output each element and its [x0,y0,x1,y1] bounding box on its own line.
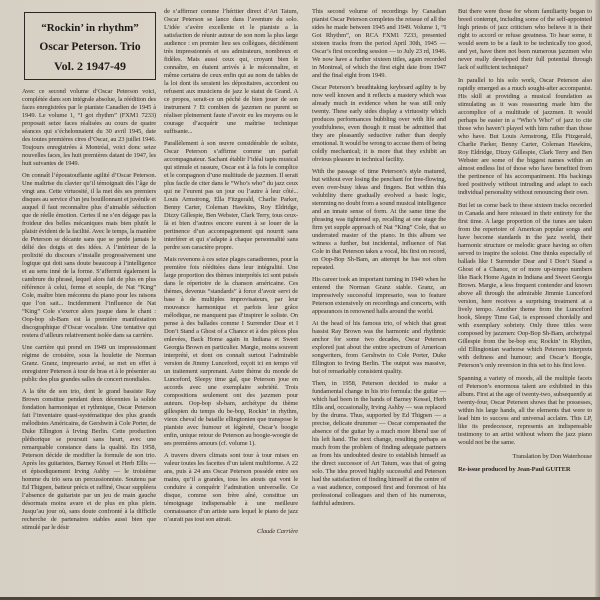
title-box [24,12,156,80]
paragraph: Then, in 1958, Peterson decided to make a fundamental change in his trio formula: the guitar — which had been in the hands of Barney Kessel, Herb Ellis and, occasionally, Irving Ashby — was replaced by the drums. Thus, supported by Ed Thigpen — a precise, delicate drummer — Oscar compensated the absence of the guitar by a much more liberal use of his left hand. The next change, resulting perhaps as much from the problem of finding adequate partners as from his undoubted desire to establish himself as the direct successor of Art Tatum, was that of going solo. The idea proved highly successful and Peterson had the satisfaction of finding himself at the centre of a vast audience, composed first and foremost of his professional colleagues and then of his numerous, faithful admirers. [312,380,446,507]
cover-edge-shadow [595,0,600,600]
artist-name: Oscar Peterson. Trio [39,41,141,53]
paragraph: Avec ce second volume d’Oscar Peterson voici, complétée dans son intégrale absolue, la réédition des faces enregistrées par le pianiste Canadien de 1945 à 1949. Le volume 1, “I got rhythm” (FXM1 7233) proposait seize faces réalisées au cours de quatre séances qui s’échelonnaient du 30 avril 1945, date des toutes premières cires d’Oscar, au 23 juillet 1946. Toujours enregistrées à Montréal, voici donc seize nouvelles faces, les huit premières datant de 1947, les huit suivantes de 1949. [22,88,156,167]
paragraph: Une carrière qui prend en 1949 un impressionnant régime de croisière, sous la houlette de Norman Granz. Granz, impresario avisé, se met en effet à enregistrer Peterson à tour de bras et à le présenter au public des plus grandes salles de concert mondiales. [22,344,156,383]
paragraph: Parallèlement à son œuvre considérable de soliste, Oscar Peterson s’affirme comme un parfait accompagnateur. Sachant établir l’idéal tapis musical qui stimule et rassure, Oscar est à la fois le complice et le compagnon d’une multitude de jazzmen. Il serait plus facile de citer dans le “Who’s who” du jazz ceux qui ne l’eurent pas un jour ou l’autre à leur côté... Louis Armstrong, Ella Fitzgerald, Charlie Parker, Benny Carter, Coleman Hawkins, Roy Eldridge, Dizzy Gillespie, Ben Webster, Clark Terry, tous ceux-là et bien d’autres encore eurent à se louer de la pertinence d’un accompagnement qui nourrit sans interférer et qui s’adapte à chaque personnalité sans perdre son caractère propre. [164,140,298,251]
paragraph: Spanning a variety of moods, all the multiple facets of Peterson’s enormous talent are exhibited in this album. First at the age of twenty-two, subsequently at twenty-four, Oscar Peterson shows that he possesses, within his large hands, all the elements that were to lead him to success and universal acclaim. This LP, like its predecessor, represents an indispensable testimony to an artist without whom the jazz piano would not be the same. [458,375,592,446]
paragraph: Oscar Peterson’s breathtaking keyboard agility is by now well known and it reflects a mastery which was already much in evidence when he was still only twenty. These early sides display a virtuosity which produces performances bubbling over with life and youthfulness, even though it must be admitted that they are pleasantly seductive rather than deeply emotional. It would be wrong to accuse them of being coldly mechanical; it is more that they exhibit an obvious pleasure in technical facility. [312,84,446,163]
paragraph: A la tête de son trio, dont le grand bassiste Ray Brown constitue pendant deux décennies la solide fondation harmonique et rythmique, Oscar Peterson fait l’inventaire quasi-systématique des plus grands mélodistes Américains, de Gershwin à Cole Porter, de Duke Ellington à Irving Berlin. Cette production pléthorique se poursuit sans heurt, avec une remarquable constance dans la qualité. En 1958, Peterson décide de modifier la formule de son trio. Après les guitaristes, Barney Kessel et Herb Ellis — et épisodiquement Irving Ashby — le troisième homme du trio sera un percussionniste. Soutenu par Ed Thigpen, batteur précis et raffiné, Oscar suppléera l’absence de guitariste par un jeu de main gauche désormais moins avare et de plus en plus plein. Jusqu’au jour où, sans doute confronté à la difficile recherche de partenaires stables aussi bien que stimulé par le désir [22,388,156,531]
paragraph: With the passage of time Peterson’s style matured, but without ever losing the penchant for free-flowing, even over-busy ideas and fingers. But within this volubility there gradually evolved a basic logic, stemming no doubt from a sound musical intelligence and an innate sense of form. At the same time the phrasing was tightened up, recalling at one stage the firm yet supple approach of Nat “King” Cole, that so underrated master of the piano. In this album we witness a further, but incidental, influence of Nat Cole in that Peterson takes a vocal, his first on record, on Oop-Bop Sh-Bam, an attempt he has not often repeated. [312,168,446,271]
paragraph: de s’affirmer comme l’héritier direct d’Art Tatum, Oscar Peterson se lance dans l’aventure du solo. L’idée s’avère excellente et le pianiste a la satisfaction de réunir autour de son nom la plus large audience : en premier lieu ses collègues, décidément très impressionnés et ses admirateurs, nombreux et fidèles. Mais aussi ceux qui, croyant bien le connaître, en étaient arrivés à le méconnaître, et même certains de ceux enfin qui au nom de tables de la loi dont ils seraient les dépositaires, accordent ou refusent aux musiciens de jazz le statut de Grand. A ce propos, serait-ce un péché de bien jouer de son instrument ? Et combien de jazzmen ne purent se réaliser pleinement faute d’avoir eu les moyens ou le courage d’acquérir une maîtrise technique suffisante... [164,8,298,135]
paragraph: A travers divers climats sont tour à tour mises en valeur toutes les facettes d’un talent multiforme. A 22 ans, puis à 24 ans Oscar Peterson possède entre ses mains, qu’il a grandes, tous les atouts qui vont le conduire à conquérir l’admiration universelle. Ce disque, comme son frère aîné, constitue un témoignage indispensable à une meilleure connaissance d’un artiste sans lequel le piano de jazz n’aurait pas tout son attrait. [164,452,298,523]
english-notes-column-1 [312,8,446,512]
paragraph: This second volume of recordings by Canadian pianist Oscar Peterson completes the reissue of all the sides he made between 1945 and 1949. Volume 1, “I Got Rhythm”, on RCA FXM1 7233, presented sixteen tracks from the period April 30th, 1945 — Oscar’s first recording session — to July 23 rd, 1946. We now have a further sixteen titles, again recorded in Montreal, of which the first eight date from 1947 and the final eight from 1949. [312,8,446,79]
paragraph: But let us come back to these sixteen tracks recorded in Canada and here reissued in their entirety for the first time. A large proportion of the tunes are taken from the repertoire of American popular songs and have become standards in the jazz world, their harmonic structure or melodic grace having so often served to inspire the soloist. One thinks especially of ballads like I Surrender Dear and I Don’t Stand a Ghost of a Chance, or of more up-tempo numbers like Back Home Again in Indiana and Sweet Georgia Brown. Margie, a less frequent contender and known above all through the admirable Jimmie Lunceford version, here receives a surprising treatment at a lively tempo. Another theme from the Lunceford book, Sleepy Time Gal, is expressed chordally and with exemplary sobriety. Only three titles were composed by jazzmen: Oop-Bop Sh-Bam, archetypal Gillespie from the be-bop era; Rockin’ in Rhythm, old Ellingtonian warhorse which Peterson interprets with deftness and humour; and Oscar’s Boogie, Peterson’s only reversion in this set to his first love. [458,202,592,369]
french-notes-column-2 [164,8,298,536]
author-signature: Claude Carrière [257,528,298,535]
paragraph: In parallel to his solo work, Oscar Peterson also rapidly emerged as a much sought-after accompanist. His skill at providing a musical foundation as stimulating as it was reassuring made him the accomplice of a multitude of jazzmen. It would perhaps be easier in a “Who’s Who” of jazz to cite those who haven’t played with him rather than those who have. But Louis Armstrong, Ella Fitzgerald, Charlie Parker, Benny Carter, Coleman Hawkins, Roy Eldridge, Dizzy Gillespie, Clark Terry and Ben Webster are some of the biggest names within an almost endless list of those who have benefited from the pertinence of his accompaniment. His backings feed positively without intruding and adapt to each individual personality without renouncing their own. [458,77,592,196]
album-title: “Rockin’ in rhythm” [41,22,139,34]
paragraph: Mais revenons à ces seize plages canadiennes, pour la première fois rééditées dans leur intégralité. Une large proportion des thèmes interprétés ici sont puisés dans le répertoire de la chanson américaine. Ces thèmes, devenus “standards” à force d’avoir servi de base à de multiples improvisateurs, par leur mouvance harmonique et parfois leur grâce mélodique, ne manquent pas d’inspirer le soliste. On pense à des ballades comme I Surrender Dear et I Don’t Stand a Ghost of a Chance et à des pièces plus enlevées, Back Home again in Indiana et Sweet Georgia Brown en particulier. Margie, moins souvent interprété, et dont on connaît surtout l’admirable version de Jimmy Lunceford, reçoit ici en tempo vif un traitement surprenant. Autre thème du monde de Lunceford, Sleepy time gal, que Peterson joue en accords avec une exemplaire sobriété. Trois compositions seulement ont des jazzmen pour auteurs. Oop-bop sh-bam, archétype du thème gillespien du temps du be-bop, Rockin’ in rhythm, vieux cheval de bataille ellingtonien que transpose le pianiste avec humour et légèreté, Oscar’s boogie enfin, unique retour de Peterson au boogie-woogie de ses premières amours (cf. volume 1). [164,256,298,447]
paragraph: But there were those for whom familiarity began to breed contempt, including some of the self-appointed high priests of jazz criticism who believe it is their right to accord or refuse greatness. To hear some, it would seem to be a fault to be technically too good, and yet, have there not been numerous jazzmen who never really developed their full potential through lack of sufficient technique? [458,8,592,71]
translation-credit: Translation by Don Waterhouse [512,453,592,460]
paragraph: On connaît l’époustouflante agilité d’Oscar Peterson. Une maîtrise du clavier qu’il témoignait dès l’âge de vingt ans. Cette virtuosité, il la met dès ses premiers disques au service d’un jeu bouillonnant et juvénile et auquel il faut reconnaître plus d’aimable séduction que de réelle émotion. Certes il ne s’en dégage pas la froideur des belles mécaniques mais bien plutôt le plaisir évident de la facilité. Avec le temps, la manière de Peterson se décante sans que se perde jamais le délié des doigts et des idées. A l’intérieur de la prolixité du discours s’installe progressivement une logique qui doit sans doute beaucoup à l’intelligence et au sens inné de la forme. S’affermit également la cambrure du phrasé, lequel alors fait de plus en plus référence à celui, ferme et souple, de Nat “King” Cole, maître bien méconnu du piano pour les raisons que l’on sait... Incidemment l’influence de Nat “King” Cole s’exerce alors jusque dans le chant : Oop-bop sh-Bam est la première manifestation discographique d’Oscar vocaliste. Une tentative qui restera d’ailleurs relativement isolée dans sa carrière. [22,172,156,339]
english-notes-column-2 [458,8,592,474]
paragraph: At the head of his famous trio, of which that great bassist Ray Brown was the harmonic and rhythmic anchor for some two decades, Oscar Peterson explored just about the entire spectrum of American songwriters, from Gershwin to Cole Porter, Duke Ellington to Irving Berlin. The output was massive, but of remarkably consistent quality. [312,320,446,375]
volume-years: Vol. 2 1947-49 [54,59,126,73]
french-notes-column-1 [22,88,156,536]
reissue-credit: Re-issue produced by Jean-Paul GUITER [458,466,571,473]
paragraph: His career took an important turning in 1949 when he entered the Norman Granz stable. Granz, an impressively successful impresario, was to feature Peterson extensively on recordings and concerts, with appearances in renowned halls around the world. [312,276,446,315]
